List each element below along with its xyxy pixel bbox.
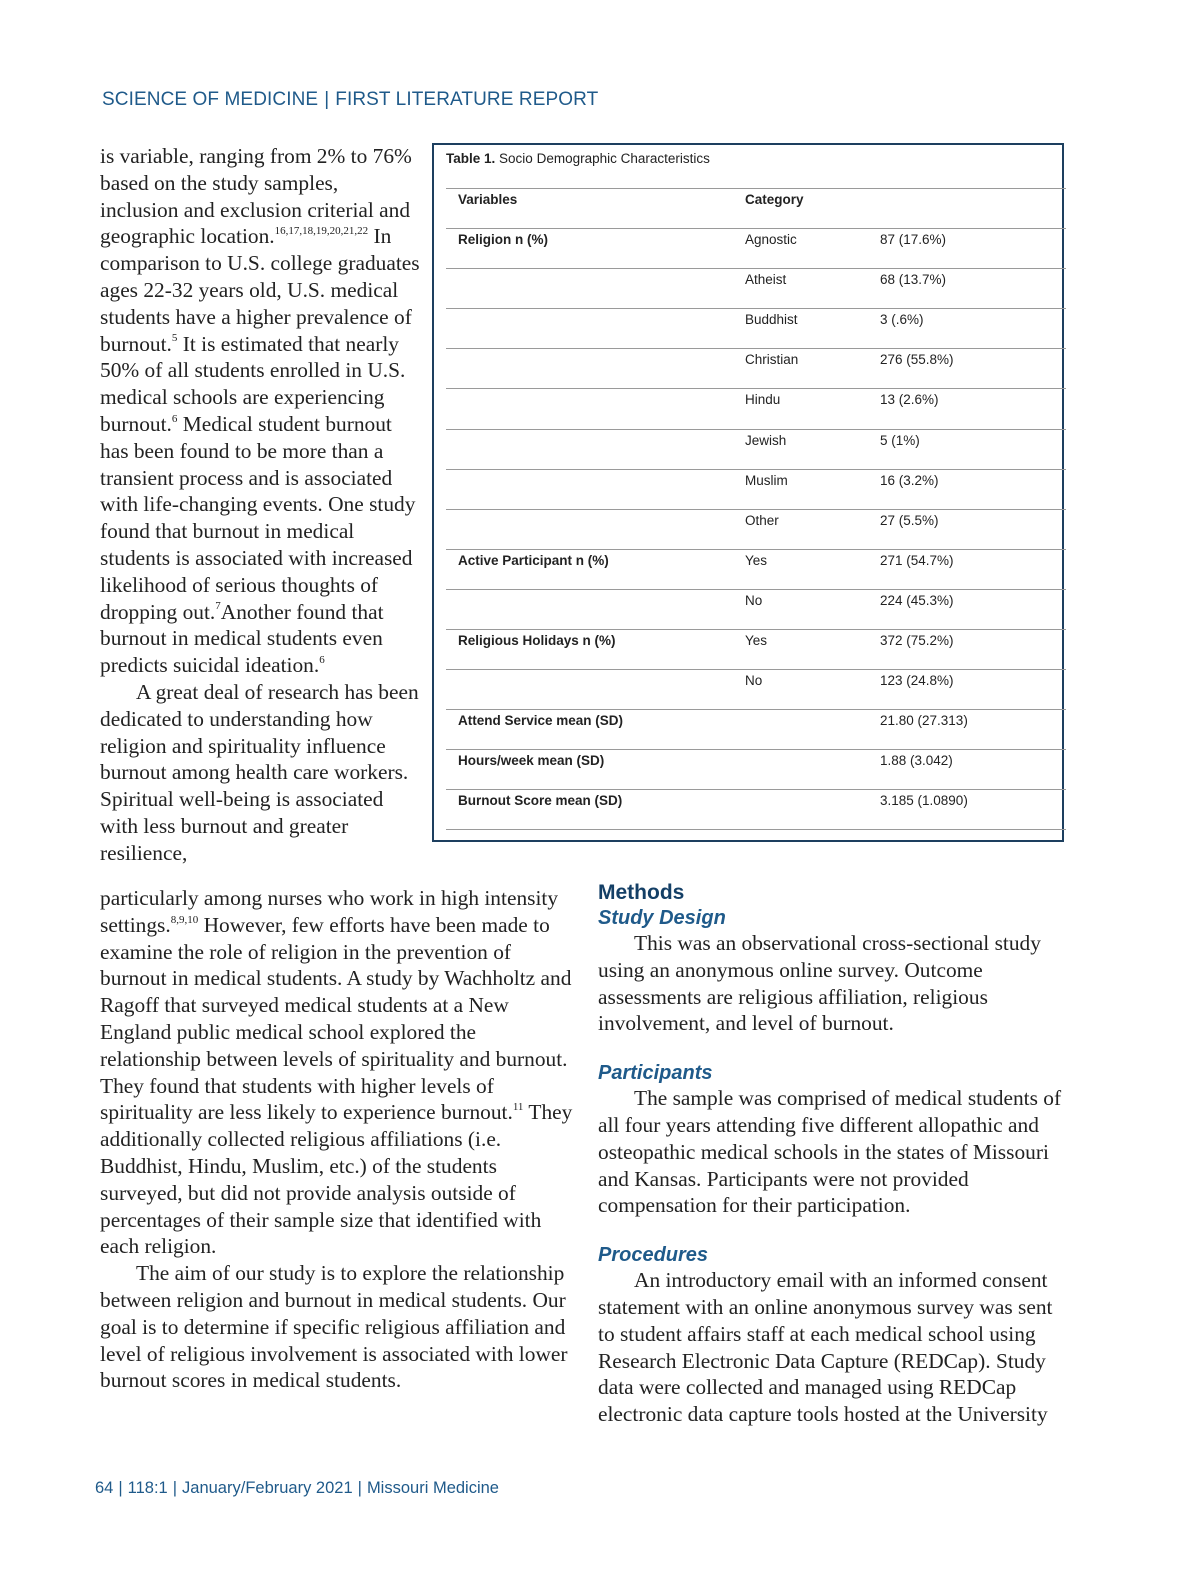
table-cell-variable: Hours/week mean (SD) [458, 753, 605, 769]
table-cell-value: 3 (.6%) [880, 312, 924, 328]
header-subsection: FIRST LITERATURE REPORT [335, 89, 599, 110]
table-row [446, 669, 1066, 709]
table-cell-category: Atheist [745, 272, 787, 288]
study-design-heading: Study Design [598, 907, 726, 929]
table-header-category: Category [745, 192, 804, 207]
table-cell-value: 21.80 (27.313) [880, 713, 968, 729]
table-row [446, 429, 1066, 469]
intro-sentence-4: Medical student burnout has been found to be more than a transient process and is associated with life-changing events. One study found that burnout in medical students is associated with increased likelihood of serious thoughts of dropping out. [100, 411, 416, 624]
table-label: Table 1. [446, 151, 496, 166]
table-row [446, 228, 1066, 268]
table-cell-variable: Burnout Score mean (SD) [458, 793, 623, 809]
citation: 11 [512, 1101, 524, 1114]
table-title: Socio Demographic Characteristics [499, 151, 710, 166]
footer-date: January/February 2021 [182, 1479, 353, 1497]
table-cell-value: 372 (75.2%) [880, 633, 954, 649]
table-cell-category: Muslim [745, 472, 788, 488]
table-row [446, 749, 1066, 789]
left-column-lower [100, 885, 580, 1394]
participants-heading: Participants [598, 1062, 713, 1085]
table-cell-category: No [745, 673, 763, 689]
research-text-4: They additionally collected religious affiliations (i.e. Buddhist, Hindu, Muslim, etc.) of the students surveyed, but did not provide analysis outside of percentages of their sample size that identified with each religion. [100, 1100, 573, 1259]
citation: 8,9,10 [170, 913, 199, 926]
table-cell-variable: Religion n (%) [458, 232, 548, 248]
table-row [446, 589, 1066, 629]
table-cell-category: Other [745, 512, 779, 528]
table-row [446, 629, 1066, 669]
footer-issue: 118:1 [127, 1479, 168, 1497]
table-cell-value: 13 (2.6%) [880, 392, 939, 408]
table-cell-value: 276 (55.8%) [880, 352, 954, 368]
table-cell-category: No [745, 592, 763, 608]
table-row [446, 268, 1066, 308]
table-cell-category: Christian [745, 352, 799, 368]
procedures-heading: Procedures [598, 1244, 709, 1267]
citation: 16,17,18,19,20,21,22 [274, 225, 369, 238]
running-footer [95, 1479, 499, 1498]
table-row [446, 709, 1066, 749]
table-cell-value: 68 (13.7%) [880, 272, 947, 288]
footer-page-number: 64 [95, 1479, 114, 1497]
table-row [446, 789, 1066, 829]
table-row [446, 469, 1066, 509]
table-caption [446, 151, 710, 166]
intro-sentence-3: It is estimated that nearly 50% of all students enrolled in U.S. medical schools are experiencing burnout. [100, 331, 406, 436]
table-body [446, 188, 1066, 830]
table-cell-value: 224 (45.3%) [880, 592, 954, 608]
table-row [446, 509, 1066, 549]
intro-sentence-5: Another found that burnout in medical students even predicts suicidal ideation. [100, 599, 384, 678]
intro-sentence-2: In comparison to U.S. college graduates ages 22-32 years old, U.S. medical students have a higher prevalence of burnout. [100, 224, 420, 356]
table-cell-variable: Active Participant n (%) [458, 552, 609, 568]
table-cell-value: 271 (54.7%) [880, 552, 954, 568]
table-row [446, 388, 1066, 428]
footer-journal: Missouri Medicine [366, 1479, 499, 1497]
table-cell-value: 1.88 (3.042) [880, 753, 953, 769]
table-header-variables: Variables [458, 192, 518, 207]
footer-separator: | [118, 1479, 123, 1497]
table-cell-value: 123 (24.8%) [880, 673, 954, 689]
table-row [446, 348, 1066, 388]
research-text-2: particularly among nurses who work in high intensity settings. [100, 886, 559, 937]
research-text-3: However, few efforts have been made to examine the role of religion in the prevention of burnout in medical students. A study by Wachholtz and Ragoff that surveyed medical students at a New England public medical school explored the relationship between levels of spirituality and burnout. They found that students with higher levels of spirituality are less likely to experience burnout. [100, 912, 572, 1125]
methods-section [598, 880, 1068, 1428]
intro-sentence-1: is variable, ranging from 2% to 76% based on the study samples, inclusion and exclusion criterial and geographic location. [100, 144, 412, 249]
running-header [102, 89, 598, 111]
study-design-text: This was an observational cross-sectional study using an anonymous online survey. Outcome assessments are religious affiliation, religious involvement, and level of burnout. [598, 931, 1041, 1036]
table-1 [432, 143, 1064, 842]
table-cell-value: 87 (17.6%) [880, 232, 947, 248]
citation: 6 [171, 412, 178, 425]
table-cell-value: 5 (1%) [880, 432, 920, 448]
citation: 7 [215, 600, 221, 613]
table-cell-category: Agnostic [745, 232, 797, 248]
participants-text: The sample was comprised of medical students of all four years attending five different allopathic and osteopathic medical schools in the states of Missouri and Kansas. Participants were not provided compensation for their participation. [598, 1086, 1062, 1218]
research-paragraph-continued [100, 885, 580, 1260]
footer-separator: | [357, 1479, 362, 1497]
table-cell-category: Yes [745, 633, 768, 649]
procedures-text: An introductory email with an informed consent statement with an online anonymous survey was sent to student affairs staff at each medical school using Research Electronic Data Capture (REDCap). Study data were collected and managed using REDCap electronic data capture tools hosted at the University [598, 1268, 1053, 1427]
citation: 6 [319, 654, 325, 667]
table-cell-value: 27 (5.5%) [880, 512, 939, 528]
research-paragraph-start: A great deal of research has been dedicated to understanding how religion and spirituality influence burnout among health care workers. Spiritual well-being is associated with less burnout and greater resilience, [100, 679, 419, 865]
table-cell-variable: Religious Holidays n (%) [458, 633, 616, 649]
table-cell-category: Hindu [745, 392, 781, 408]
footer-separator: | [172, 1479, 178, 1497]
header-section: SCIENCE OF MEDICINE [102, 89, 319, 110]
table-cell-category: Jewish [745, 432, 787, 448]
intro-paragraph [100, 143, 420, 679]
table-row [446, 549, 1066, 589]
header-separator: | [324, 89, 330, 110]
table-row [446, 308, 1066, 348]
citation: 5 [171, 332, 178, 345]
table-cell-value: 3.185 (1.0890) [880, 793, 968, 809]
table-cell-category: Yes [745, 552, 768, 568]
table-cell-category: Buddhist [745, 312, 798, 328]
spacer [598, 1037, 1068, 1061]
methods-heading: Methods [598, 881, 685, 904]
aim-paragraph: The aim of our study is to explore the relationship between religion and burnout in medical students. Our goal is to determine if specific religious affiliation and level of religious involvement is associated with lower burnout scores in medical students. [100, 1261, 568, 1393]
table-header-row [446, 188, 1066, 228]
table-cell-value: 16 (3.2%) [880, 472, 939, 488]
spacer [598, 1219, 1068, 1243]
intro-column [100, 143, 420, 867]
table-cell-variable: Attend Service mean (SD) [458, 713, 624, 729]
